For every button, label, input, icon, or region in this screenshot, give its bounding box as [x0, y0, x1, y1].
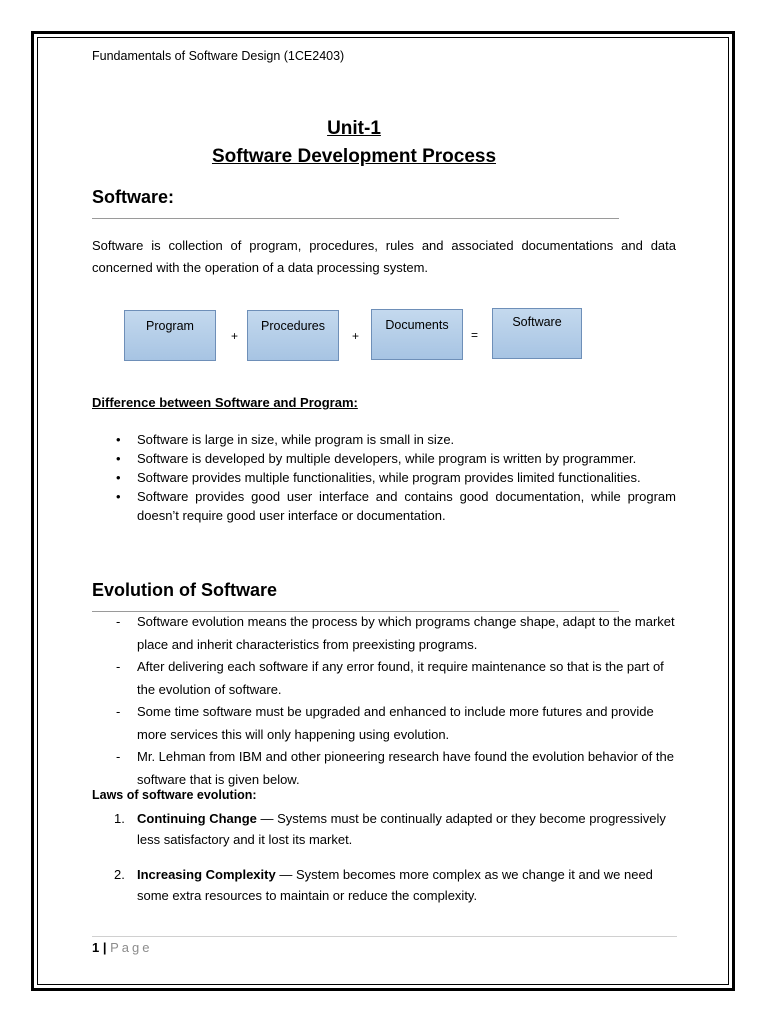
definition-line-2: concerned with the operation of a data processing system. [92, 260, 429, 275]
list-item: • Software provides multiple functionalities, while program provides limited functionalities. [114, 468, 676, 487]
unit-title: Unit-1 [327, 118, 381, 139]
software-definition [92, 235, 676, 279]
law-item [114, 808, 676, 850]
evolution-heading: Evolution of Software [92, 580, 278, 600]
list-item: • Software provides good user interface and contains good documentation, while program doesn’t require good user interface or documentation. [114, 487, 676, 525]
page-label: Page [110, 940, 153, 955]
list-item: • Software is developed by multiple developers, while program is written by programmer. [114, 449, 676, 468]
list-item: • Software is large in size, while program is small in size. [114, 430, 676, 449]
plus-operator: + [231, 329, 239, 343]
software-heading: Software: [92, 187, 175, 207]
list-item: - After delivering each software if any error found, it require maintenance so that is the part of the evolution of software. [114, 656, 676, 701]
program-box: Program [124, 310, 216, 361]
software-box: Software [492, 308, 582, 359]
laws-heading: Laws of software evolution: [92, 788, 257, 802]
law-item [114, 864, 676, 906]
law-term: Increasing Complexity [137, 867, 276, 882]
law-term: Continuing Change [137, 811, 257, 826]
difference-list [114, 430, 676, 525]
heading-divider [92, 218, 619, 219]
page-title: Software Development Process [211, 146, 497, 167]
plus-operator: + [352, 329, 360, 343]
evolution-list [114, 611, 676, 791]
law-text: Systems must be continually adapted or they become progressively less satisfactory and it lost its market. [137, 811, 666, 847]
list-item: - Some time software must be upgraded and enhanced to include more futures and provide more services this will only happening using evolution. [114, 701, 676, 746]
documents-box: Documents [371, 309, 463, 360]
law-text: System becomes more complex as we change it and we need some extra resources to maintain or reduce the complexity. [137, 867, 653, 903]
footer-divider [92, 936, 677, 937]
equals-operator: = [471, 328, 479, 342]
page-footer [92, 940, 153, 955]
document-header: Fundamentals of Software Design (1CE2403) [92, 49, 345, 63]
law-number: 1. [114, 811, 125, 826]
difference-heading: Difference between Software and Program: [92, 395, 358, 410]
definition-line-1: Software is collection of program, procedures, rules and associated documentations and data [92, 238, 676, 253]
law-number: 2. [114, 867, 125, 882]
list-item: - Mr. Lehman from IBM and other pioneering research have found the evolution behavior of the software that is given below. [114, 746, 676, 791]
procedures-box: Procedures [247, 310, 339, 361]
law-dash: — [256, 811, 278, 826]
list-item: - Software evolution means the process by which programs change shape, adapt to the market place and inherit characteristics from preexisting programs. [114, 611, 676, 656]
law-dash: — [275, 867, 296, 882]
footer-separator: | [102, 940, 107, 955]
page-number: 1 [92, 940, 100, 955]
